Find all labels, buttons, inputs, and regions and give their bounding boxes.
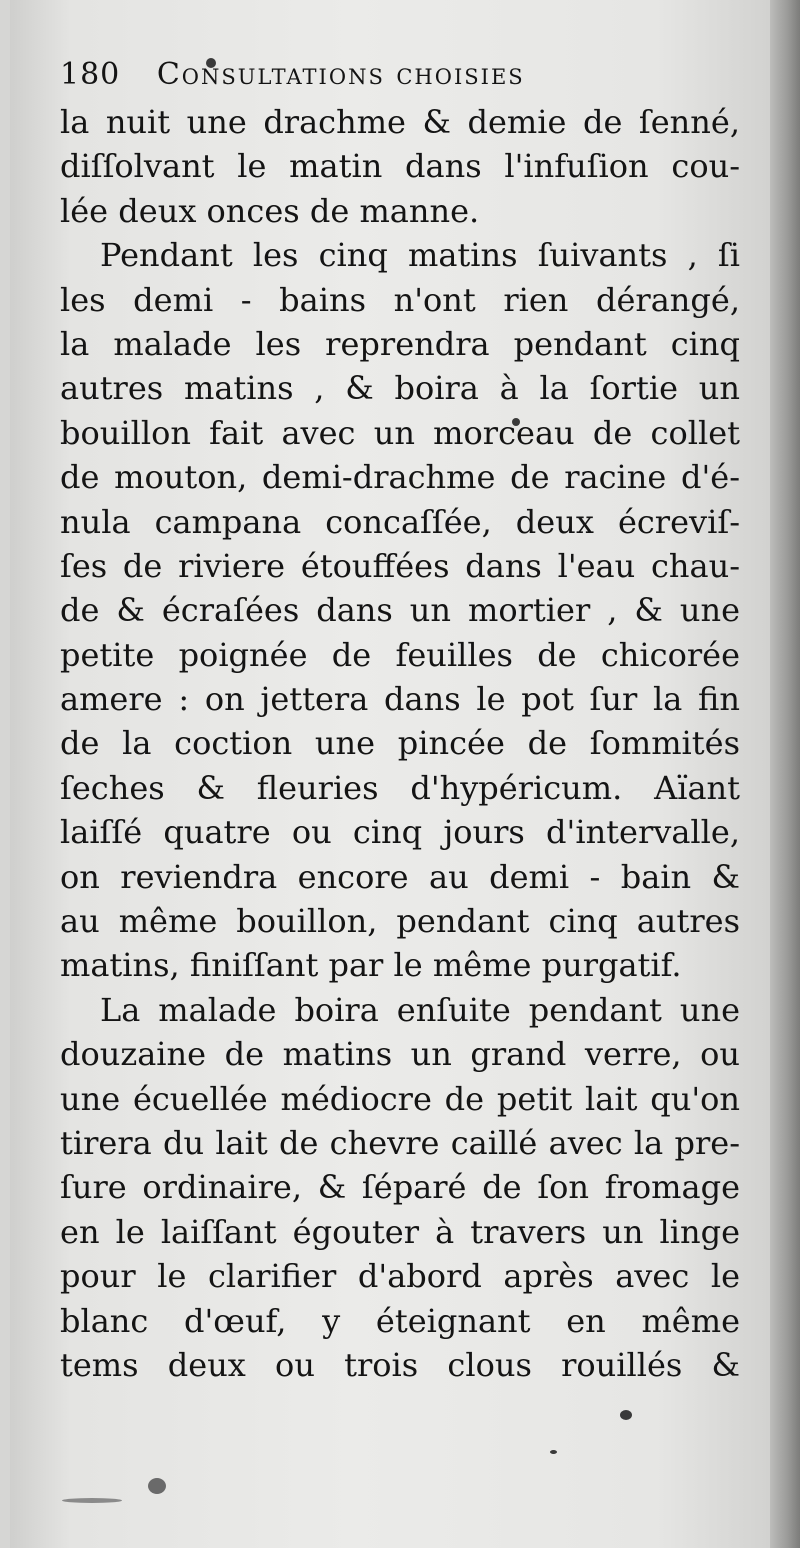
text-line: de & écraſées dans un mortier , & une [60,591,740,630]
text-line: bouillon fait avec un morceau de collet [60,413,740,452]
paragraph-start-line: Pendant les cinq matins ſuivants , ſi [100,236,740,275]
page-number: 180 [60,57,121,92]
text-line: une écuellée médiocre de petit lait qu'on [60,1079,740,1118]
running-title: Consultations choisies [156,57,525,92]
text-line: lée deux onces de manne. [60,191,480,230]
text-line: ſeches & fleuries d'hypéricum. Aïant [60,768,740,807]
text-line: les demi - bains n'ont rien dérangé, [60,280,740,319]
text-line: matins, finiſſant par le même purgatif. [60,946,682,985]
ink-speck [148,1478,166,1494]
text-line: pour le clarifier d'abord après avec le [60,1257,740,1296]
ink-speck [550,1450,557,1454]
text-line: douzaine de matins un grand verre, ou [60,1035,740,1074]
page-text [60,50,740,1387]
text-line: ſure ordinaire, & ſéparé de ſon fromage [60,1168,740,1207]
text-line: nula campana concaſſée, deux écreviſ- [60,502,740,541]
text-line: diſſolvant le matin dans l'infuſion cou- [60,147,740,186]
text-line: la nuit une drachme & demie de ſenné, [60,103,740,141]
text-line: on reviendra encore au demi - bain & [60,857,740,896]
text-line: de la coction une pincée de ſommités [60,724,740,763]
text-line: amere : on jettera dans le pot ſur la fin [60,680,740,719]
text-line: la malade les reprendra pendant cinq [60,324,740,363]
text-line: au même bouillon, pendant cinq autres [60,902,740,941]
paragraph-start-line: La malade boira enſuite pendant une [100,990,740,1029]
text-line: de mouton, demi-drachme de racine d'é- [60,458,740,497]
running-header [60,50,740,100]
text-line: tirera du lait de chevre caillé avec la pre- [60,1123,740,1162]
page-edge-shadow [770,0,800,1548]
text-line: tems deux ou trois clous rouillés & [60,1345,740,1384]
text-line: en le laiſſant égouter à travers un linge [60,1212,740,1251]
ink-speck [62,1498,122,1503]
text-line: laiſſé quatre ou cinq jours d'intervalle, [60,813,740,852]
ink-speck [620,1410,632,1420]
text-line: autres matins , & boira à la ſortie un [60,369,740,408]
text-line: ſes de riviere étouffées dans l'eau chau- [60,546,740,585]
text-line: blanc d'œuf, y éteignant en même [60,1301,740,1340]
text-line: petite poignée de feuilles de chicorée [60,635,740,674]
